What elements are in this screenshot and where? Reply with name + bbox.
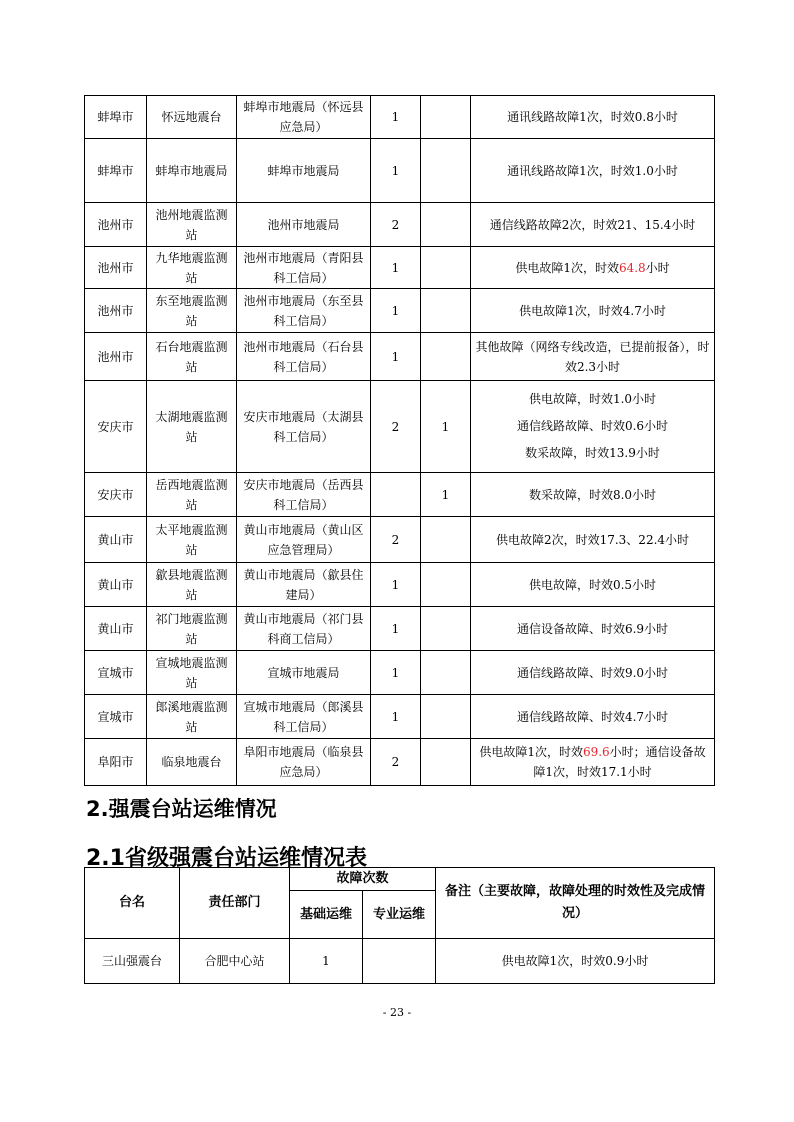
pro-count-cell: [421, 247, 471, 289]
station-cell: 郎溪地震监测站: [147, 695, 237, 739]
dept-cell: 池州市地震局（东至县科工信局）: [237, 289, 371, 333]
note-text: 供电故障1次，时效: [515, 260, 619, 275]
station-cell: 池州地震监测站: [147, 203, 237, 247]
note-cell: 供电故障1次，时效0.9小时: [436, 939, 715, 984]
basic-count-cell: 1: [290, 939, 363, 984]
city-cell: 池州市: [85, 247, 147, 289]
pro-count-cell: [421, 739, 471, 786]
table-row: [85, 96, 715, 139]
basic-count-cell: 1: [371, 695, 421, 739]
station-cell: 临泉地震台: [147, 739, 237, 786]
city-cell: 池州市: [85, 289, 147, 333]
subsection-heading: 2.1省级强震台站运维情况表: [86, 846, 367, 871]
table-row: [85, 247, 715, 289]
table-row: [85, 739, 715, 786]
table-row: [85, 473, 715, 517]
header-basic-maintenance: 基础运维: [290, 891, 363, 939]
pro-count-cell: [421, 651, 471, 695]
note-cell: 通信线路故障2次，时效21、15.4小时: [471, 203, 715, 247]
dept-cell: 安庆市地震局（太湖县科工信局）: [237, 381, 371, 473]
note-cell: 通讯线路故障1次，时效0.8小时: [471, 96, 715, 139]
pro-count-cell: [421, 607, 471, 651]
city-cell: 池州市: [85, 333, 147, 381]
station-cell: 东至地震监测站: [147, 289, 237, 333]
city-cell: 安庆市: [85, 381, 147, 473]
basic-count-cell: 1: [371, 651, 421, 695]
note-line: 数采故障，时效13.9小时: [525, 446, 660, 460]
highlighted-duration: 69.6: [582, 745, 610, 759]
basic-count-cell: 1: [371, 96, 421, 139]
note-cell: 供电故障1次，时效4.7小时: [471, 289, 715, 333]
table-row: [85, 333, 715, 381]
header-responsible-dept: 责任部门: [180, 868, 290, 939]
station-cell: 太湖地震监测站: [147, 381, 237, 473]
note-cell: 通信设备故障、时效6.9小时: [471, 607, 715, 651]
header-fault-count: 故障次数: [290, 868, 436, 891]
pro-count-cell: [421, 139, 471, 203]
page-number: - 23 -: [382, 1006, 412, 1019]
dept-cell: 黄山市地震局（黄山区应急管理局）: [237, 517, 371, 563]
dept-cell: 宣城市地震局（郎溪县科工信局）: [237, 695, 371, 739]
table-row: [85, 203, 715, 247]
station-cell: 祁门地震监测站: [147, 607, 237, 651]
table-row: [85, 939, 715, 984]
pro-count-cell: [363, 939, 436, 984]
dept-cell: 池州市地震局: [237, 203, 371, 247]
note-cell: 数采故障，时效8.0小时: [471, 473, 715, 517]
city-cell: 安庆市: [85, 473, 147, 517]
note-cell: 供电故障，时效0.5小时: [471, 563, 715, 607]
note-cell: 其他故障（网络专线改造，已提前报备），时效2.3小时: [471, 333, 715, 381]
city-cell: 黄山市: [85, 563, 147, 607]
header-station-name: 台名: [85, 868, 180, 939]
dept-cell: 池州市地震局（青阳县科工信局）: [237, 247, 371, 289]
pro-count-cell: [421, 203, 471, 247]
pro-count-cell: [421, 289, 471, 333]
table-row: [85, 651, 715, 695]
header-pro-maintenance: 专业运维: [363, 891, 436, 939]
table-row: [85, 517, 715, 563]
note-cell: [471, 381, 715, 473]
station-cell: 蚌埠市地震局: [147, 139, 237, 203]
basic-count-cell: 1: [371, 563, 421, 607]
dept-cell: 宣城市地震局: [237, 651, 371, 695]
basic-count-cell: 1: [371, 333, 421, 381]
pro-count-cell: [421, 563, 471, 607]
table-row: [85, 139, 715, 203]
note-line: 供电故障，时效1.0小时: [528, 392, 657, 406]
station-name-cell: 三山强震台: [85, 939, 180, 984]
header-remarks: 备注（主要故障，故障处理的时效性及完成情况）: [436, 868, 715, 939]
basic-count-cell: 1: [371, 247, 421, 289]
station-cell: 怀远地震台: [147, 96, 237, 139]
note-text: 小时；通信设备故障1次，时效17.1小时: [533, 745, 706, 779]
dept-cell: 阜阳市地震局（临泉县应急局）: [237, 739, 371, 786]
city-cell: 宣城市: [85, 695, 147, 739]
city-cell: 黄山市: [85, 517, 147, 563]
pro-count-cell: [421, 695, 471, 739]
station-cell: 太平地震监测站: [147, 517, 237, 563]
basic-count-cell: 2: [371, 739, 421, 786]
note-cell: 通讯线路故障1次，时效1.0小时: [471, 139, 715, 203]
station-cell: 宣城地震监测站: [147, 651, 237, 695]
note-text: 供电故障1次，时效: [479, 745, 583, 759]
station-cell: 歙县地震监测站: [147, 563, 237, 607]
pro-count-cell: 1: [421, 381, 471, 473]
table-row: [85, 563, 715, 607]
pro-count-cell: [421, 517, 471, 563]
station-cell: 九华地震监测站: [147, 247, 237, 289]
pro-count-cell: 1: [421, 473, 471, 517]
table-row: [85, 695, 715, 739]
city-cell: 池州市: [85, 203, 147, 247]
table-row: [85, 381, 715, 473]
basic-count-cell: 1: [371, 139, 421, 203]
highlighted-duration: 64.8: [618, 260, 646, 275]
table-row: [85, 607, 715, 651]
city-cell: 蚌埠市: [85, 139, 147, 203]
city-cell: 黄山市: [85, 607, 147, 651]
basic-count-cell: 2: [371, 381, 421, 473]
dept-cell: 黄山市地震局（歙县住建局）: [237, 563, 371, 607]
station-cell: 石台地震监测站: [147, 333, 237, 381]
dept-cell: 蚌埠市地震局（怀远县应急局）: [237, 96, 371, 139]
note-cell: 通信线路故障、时效9.0小时: [471, 651, 715, 695]
city-cell: 蚌埠市: [85, 96, 147, 139]
basic-count-cell: 2: [371, 203, 421, 247]
note-cell: [471, 247, 715, 289]
table-header-row: [85, 868, 715, 891]
note-cell: 供电故障2次，时效17.3、22.4小时: [471, 517, 715, 563]
station-maintenance-table: [84, 95, 715, 786]
dept-cell: 蚌埠市地震局: [237, 139, 371, 203]
city-cell: 宣城市: [85, 651, 147, 695]
note-text: 小时: [645, 260, 670, 275]
note-cell: 通信线路故障、时效4.7小时: [471, 695, 715, 739]
pro-count-cell: [421, 96, 471, 139]
basic-count-cell: 2: [371, 517, 421, 563]
note-line: 通信线路故障、时效0.6小时: [516, 419, 669, 433]
strong-motion-station-table: [84, 867, 715, 984]
city-cell: 阜阳市: [85, 739, 147, 786]
dept-cell: 合肥中心站: [180, 939, 290, 984]
section-heading: 2.强震台站运维情况: [86, 797, 277, 821]
station-cell: 岳西地震监测站: [147, 473, 237, 517]
dept-cell: 黄山市地震局（祁门县科商工信局）: [237, 607, 371, 651]
basic-count-cell: 1: [371, 607, 421, 651]
basic-count-cell: 1: [371, 289, 421, 333]
dept-cell: 安庆市地震局（岳西县科工信局）: [237, 473, 371, 517]
pro-count-cell: [421, 333, 471, 381]
note-cell: [471, 739, 715, 786]
basic-count-cell: [371, 473, 421, 517]
dept-cell: 池州市地震局（石台县科工信局）: [237, 333, 371, 381]
table-row: [85, 289, 715, 333]
